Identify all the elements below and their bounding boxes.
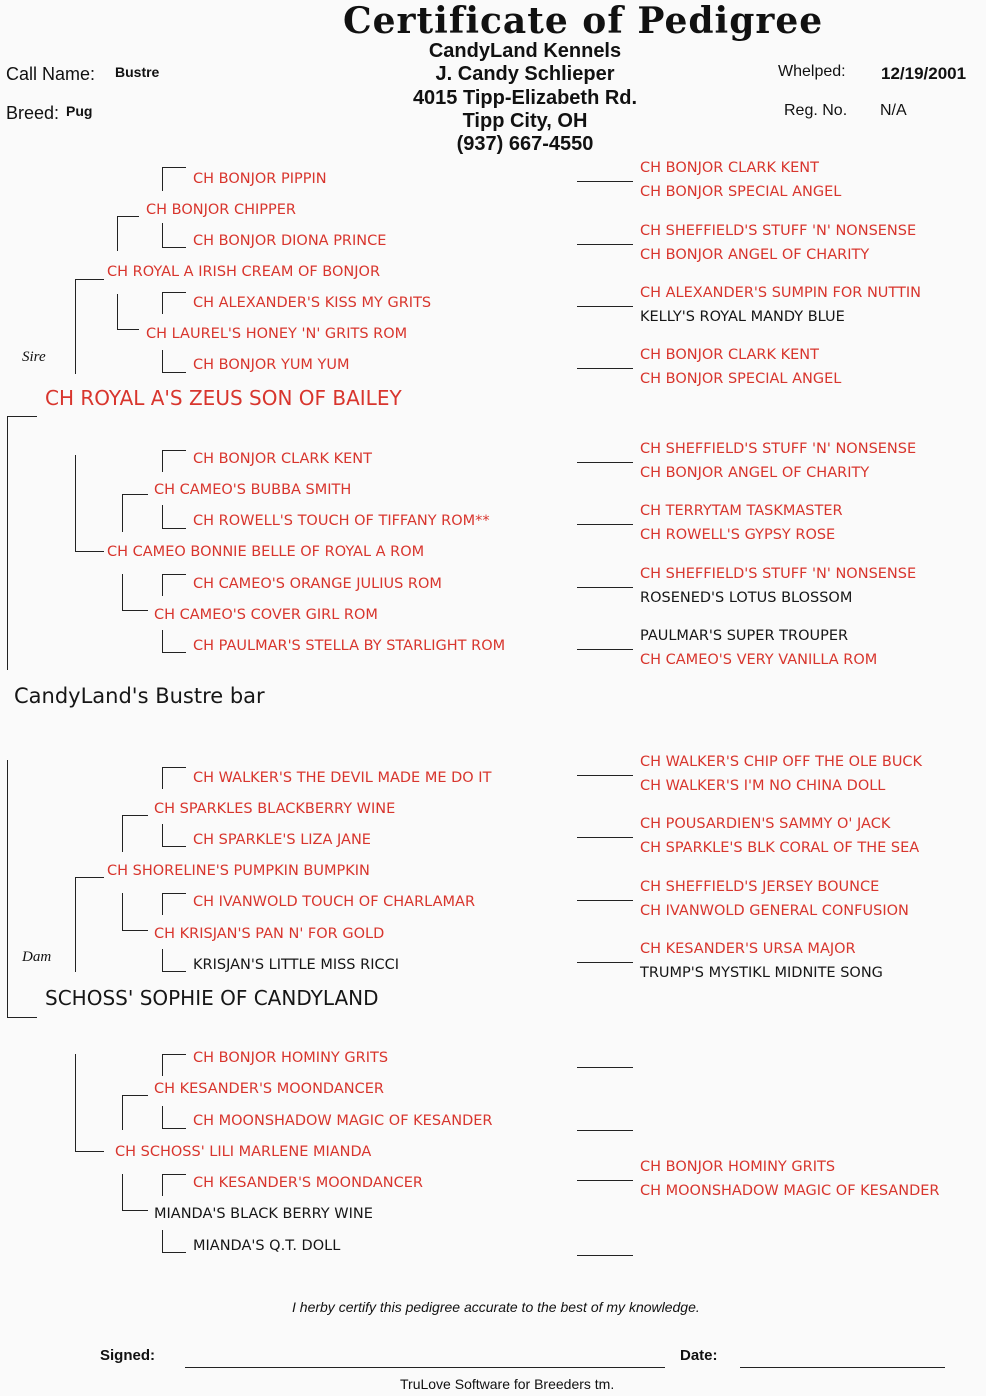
gen5-connector (577, 1255, 633, 1256)
gen5-entry: CH KESANDER'S URSA MAJOR (640, 941, 856, 957)
gen5-entry: CH MOONSHADOW MAGIC OF KESANDER (640, 1183, 940, 1199)
gen3-sire-3: CH CAMEO'S BUBBA SMITH (154, 482, 352, 498)
call-name-label: Call Name: (6, 64, 96, 84)
gen4-dam-1: CH WALKER'S THE DEVIL MADE ME DO IT (193, 770, 492, 786)
sire-label: Sire (22, 349, 46, 365)
gen5-entry: CH SHEFFIELD'S STUFF 'N' NONSENSE (640, 223, 917, 239)
software-credit: TruLove Software for Breeders tm. (400, 1376, 615, 1392)
gen5-entry: CH ROWELL'S GYPSY ROSE (640, 527, 836, 543)
gen5-connector (577, 462, 633, 463)
gen5-connector (577, 837, 633, 838)
gen3-dam-4: MIANDA'S BLACK BERRY WINE (154, 1206, 373, 1222)
gen3-sire-1: CH BONJOR CHIPPER (146, 202, 296, 218)
gen4-dam-4: KRISJAN'S LITTLE MISS RICCI (193, 957, 399, 973)
gen4-dam-6: CH MOONSHADOW MAGIC OF KESANDER (193, 1113, 493, 1129)
whelped-value: 12/19/2001 (881, 64, 967, 83)
gen5-entry: CH TERRYTAM TASKMASTER (640, 503, 843, 519)
gen5-entry: CH SHEFFIELD'S STUFF 'N' NONSENSE (640, 441, 917, 457)
call-name-value: Bustre (115, 64, 160, 80)
breed-value: Pug (66, 103, 93, 119)
gen5-entry: PAULMAR'S SUPER TROUPER (640, 628, 849, 644)
breed-label: Breed: (6, 103, 60, 123)
certification-statement: I herby certify this pedigree accurate to the best of my knowledge. (292, 1299, 700, 1315)
dam-name: SCHOSS' SOPHIE OF CANDYLAND (45, 986, 379, 1010)
gen5-connector (577, 587, 633, 588)
gen5-entry: CH BONJOR CLARK KENT (640, 160, 819, 176)
gen4-sire-3: CH ALEXANDER'S KISS MY GRITS (193, 295, 432, 311)
gen5-entry: CH BONJOR ANGEL OF CHARITY (640, 465, 870, 481)
gen4-sire-7: CH CAMEO'S ORANGE JULIUS ROM (193, 576, 442, 592)
gen4-sire-2: CH BONJOR DIONA PRINCE (193, 233, 387, 249)
certificate-title: Certificate of Pedigree (343, 0, 824, 42)
kennel-name: CandyLand Kennels (428, 40, 622, 62)
kennel-street: 4015 Tipp-Elizabeth Rd. (412, 87, 638, 109)
gen5-entry: TRUMP'S MYSTIKL MIDNITE SONG (640, 965, 883, 981)
gen2-sire-1: CH ROYAL A IRISH CREAM OF BONJOR (107, 264, 381, 280)
gen5-entry: CH CAMEO'S VERY VANILLA ROM (640, 652, 878, 668)
gen5-connector (577, 1180, 633, 1181)
reg-no-value: N/A (880, 102, 907, 119)
gen5-entry: CH ALEXANDER'S SUMPIN FOR NUTTIN (640, 285, 921, 301)
gen5-entry: CH IVANWOLD GENERAL CONFUSION (640, 903, 909, 919)
gen4-sire-6: CH ROWELL'S TOUCH OF TIFFANY ROM** (193, 513, 490, 529)
gen4-sire-4: CH BONJOR YUM YUM (193, 357, 350, 373)
gen3-sire-2: CH LAUREL'S HONEY 'N' GRITS ROM (146, 326, 408, 342)
gen5-connector (577, 244, 633, 245)
gen3-dam-3: CH KESANDER'S MOONDANCER (154, 1081, 384, 1097)
signature-line[interactable] (185, 1367, 665, 1368)
dam-label: Dam (22, 949, 52, 965)
gen5-connector (577, 368, 633, 369)
gen5-entry: CH SPARKLE'S BLK CORAL OF THE SEA (640, 840, 920, 856)
gen2-sire-2: CH CAMEO BONNIE BELLE OF ROYAL A ROM (107, 544, 425, 560)
gen5-entry: CH SHEFFIELD'S STUFF 'N' NONSENSE (640, 566, 917, 582)
gen5-entry: CH BONJOR ANGEL OF CHARITY (640, 247, 870, 263)
gen5-entry: CH BONJOR SPECIAL ANGEL (640, 371, 842, 387)
gen5-connector (577, 306, 633, 307)
gen4-dam-7: CH KESANDER'S MOONDANCER (193, 1175, 423, 1191)
gen4-dam-8: MIANDA'S Q.T. DOLL (193, 1238, 341, 1254)
gen5-entry: CH BONJOR CLARK KENT (640, 347, 819, 363)
whelped-label: Whelped: (778, 63, 846, 80)
gen2-dam-1: CH SHORELINE'S PUMPKIN BUMPKIN (107, 863, 370, 879)
gen4-dam-2: CH SPARKLE'S LIZA JANE (193, 832, 371, 848)
gen5-entry: CH POUSARDIEN'S SAMMY O' JACK (640, 816, 891, 832)
gen5-connector (577, 900, 633, 901)
kennel-phone: (937) 667-4550 (456, 133, 594, 155)
kennel-city: Tipp City, OH (462, 110, 588, 132)
gen5-entry: ROSENED'S LOTUS BLOSSOM (640, 590, 853, 606)
gen4-sire-5: CH BONJOR CLARK KENT (193, 451, 372, 467)
date-label: Date: (680, 1347, 718, 1364)
sire-name: CH ROYAL A'S ZEUS SON OF BAILEY (45, 386, 402, 410)
gen4-dam-5: CH BONJOR HOMINY GRITS (193, 1050, 389, 1066)
gen5-entry: CH WALKER'S CHIP OFF THE OLE BUCK (640, 754, 923, 770)
gen5-entry: CH BONJOR HOMINY GRITS (640, 1159, 836, 1175)
gen5-connector (577, 962, 633, 963)
gen3-sire-4: CH CAMEO'S COVER GIRL ROM (154, 607, 378, 623)
gen4-sire-1: CH BONJOR PIPPIN (193, 171, 327, 187)
gen5-entry: CH WALKER'S I'M NO CHINA DOLL (640, 778, 886, 794)
gen2-dam-2: CH SCHOSS' LILI MARLENE MIANDA (115, 1144, 372, 1160)
gen4-sire-8: CH PAULMAR'S STELLA BY STARLIGHT ROM (193, 638, 506, 654)
gen5-entry: CH BONJOR SPECIAL ANGEL (640, 184, 842, 200)
registered-name: CandyLand's Bustre bar (14, 684, 265, 708)
gen5-connector (577, 524, 633, 525)
kennel-owner: J. Candy Schlieper (435, 63, 615, 85)
gen5-entry: CH SHEFFIELD'S JERSEY BOUNCE (640, 879, 880, 895)
gen5-connector (577, 181, 633, 182)
reg-no-label: Reg. No. (784, 102, 848, 119)
gen5-connector (577, 775, 633, 776)
signed-label: Signed: (100, 1347, 155, 1364)
gen5-entry: KELLY'S ROYAL MANDY BLUE (640, 309, 845, 325)
date-line[interactable] (740, 1367, 945, 1368)
gen5-connector (577, 1067, 633, 1068)
gen5-connector (577, 649, 633, 650)
gen4-dam-3: CH IVANWOLD TOUCH OF CHARLAMAR (193, 894, 476, 910)
gen3-dam-1: CH SPARKLES BLACKBERRY WINE (154, 801, 396, 817)
gen3-dam-2: CH KRISJAN'S PAN N' FOR GOLD (154, 926, 385, 942)
gen5-connector (577, 1130, 633, 1131)
